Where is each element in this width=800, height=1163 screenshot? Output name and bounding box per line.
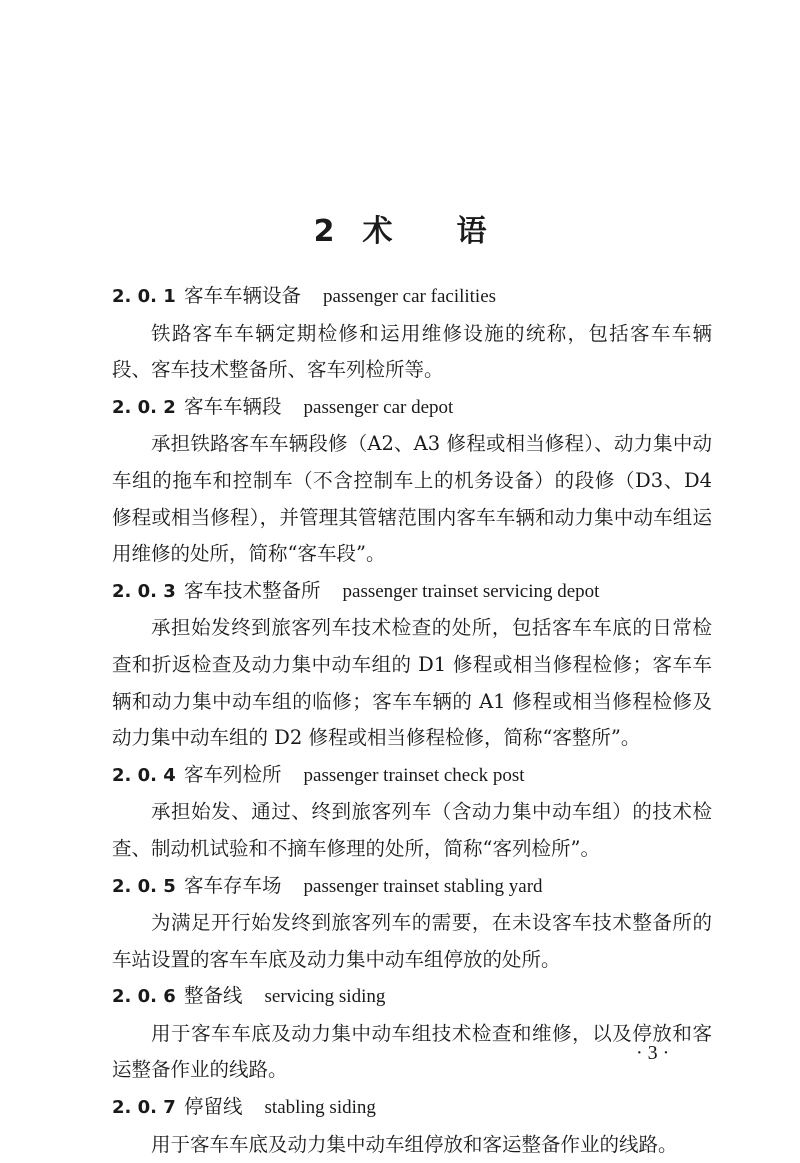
term-heading: [112, 1089, 712, 1127]
page-number: · 3 ·: [636, 1042, 670, 1064]
term-english-name: passenger car facilities: [323, 286, 497, 307]
chapter-title-char-1: 术: [362, 214, 393, 249]
chapter-number: 2: [313, 214, 335, 249]
term-chinese-name: 客车列检所: [184, 762, 282, 786]
term-heading: [112, 978, 712, 1016]
term-heading: [112, 757, 712, 795]
term-number: 2. 0. 6: [112, 986, 176, 1008]
term-definition: 为满足开行始发终到旅客列车的需要，在未设客车技术整备所的车站设置的客车车底及动力集中动车组停放的处所。: [112, 911, 712, 971]
term-number: 2. 0. 4: [112, 764, 176, 786]
term-english-name: servicing siding: [264, 986, 386, 1008]
term-definition: 承担始发终到旅客列车技术检查的处所，包括客车车底的日常检查和折返检查及动力集中动车组的 D1 修程或相当修程检修；客车车辆和动力集中动车组的临修；客车车辆的 A1 修程或相当修程检修及动力集中动车组的 D2 修程或相当修程检修，简称“客整所”。: [112, 616, 712, 750]
term-heading: [112, 278, 712, 316]
term-number: 2. 0. 2: [112, 396, 176, 418]
term-definition: 承担始发、通过、终到旅客列车（含动力集中动车组）的技术检查、制动机试验和不摘车修理的处所，简称“客列检所”。: [112, 800, 712, 860]
term-entry: [112, 757, 712, 868]
chapter-title: [0, 212, 800, 252]
term-entry: [112, 1089, 712, 1163]
term-chinese-name: 客车存车场: [184, 873, 282, 897]
term-heading: [112, 868, 712, 906]
term-definition: 铁路客车车辆定期检修和运用维修设施的统称，包括客车车辆段、客车技术整备所、客车列检所等。: [112, 321, 712, 382]
term-definition: 用于客车车底及动力集中动车组技术检查和维修，以及停放和客运整备作业的线路。: [112, 1021, 712, 1082]
term-list: [112, 278, 712, 1163]
term-heading: [112, 389, 712, 427]
term-number: 2. 0. 5: [112, 875, 176, 897]
term-definition: 用于客车车底及动力集中动车组停放和客运整备作业的线路。: [151, 1132, 678, 1156]
term-definition: 承担铁路客车车辆段修（A2、A3 修程或相当修程）、动力集中动车组的拖车和控制车（不含控制车上的机务设备）的段修（D3、D4 修程或相当修程），并管理其管辖范围内客车车辆和动力集中动车组运用维修的处所，简称“客车段”。: [112, 432, 712, 566]
term-heading: [112, 573, 712, 611]
term-entry: [112, 868, 712, 979]
term-number: 2. 0. 3: [112, 580, 176, 602]
term-number: 2. 0. 1: [112, 286, 176, 307]
term-english-name: passenger car depot: [303, 396, 454, 418]
term-english-name: passenger trainset servicing depot: [342, 580, 600, 602]
term-english-name: passenger trainset check post: [303, 764, 525, 786]
term-entry: [112, 389, 712, 573]
term-chinese-name: 客车车辆段: [184, 394, 282, 418]
term-entry: [112, 573, 712, 757]
term-number: 2. 0. 7: [112, 1097, 176, 1119]
term-english-name: stabling siding: [264, 1097, 376, 1119]
term-entry: [112, 278, 712, 389]
chapter-title-char-2: 语: [456, 214, 487, 249]
term-entry: [112, 978, 712, 1089]
term-chinese-name: 客车车辆设备: [184, 284, 302, 307]
term-english-name: passenger trainset stabling yard: [303, 875, 543, 897]
term-chinese-name: 客车技术整备所: [184, 578, 321, 602]
term-chinese-name: 整备线: [184, 984, 243, 1008]
term-chinese-name: 停留线: [184, 1095, 243, 1119]
